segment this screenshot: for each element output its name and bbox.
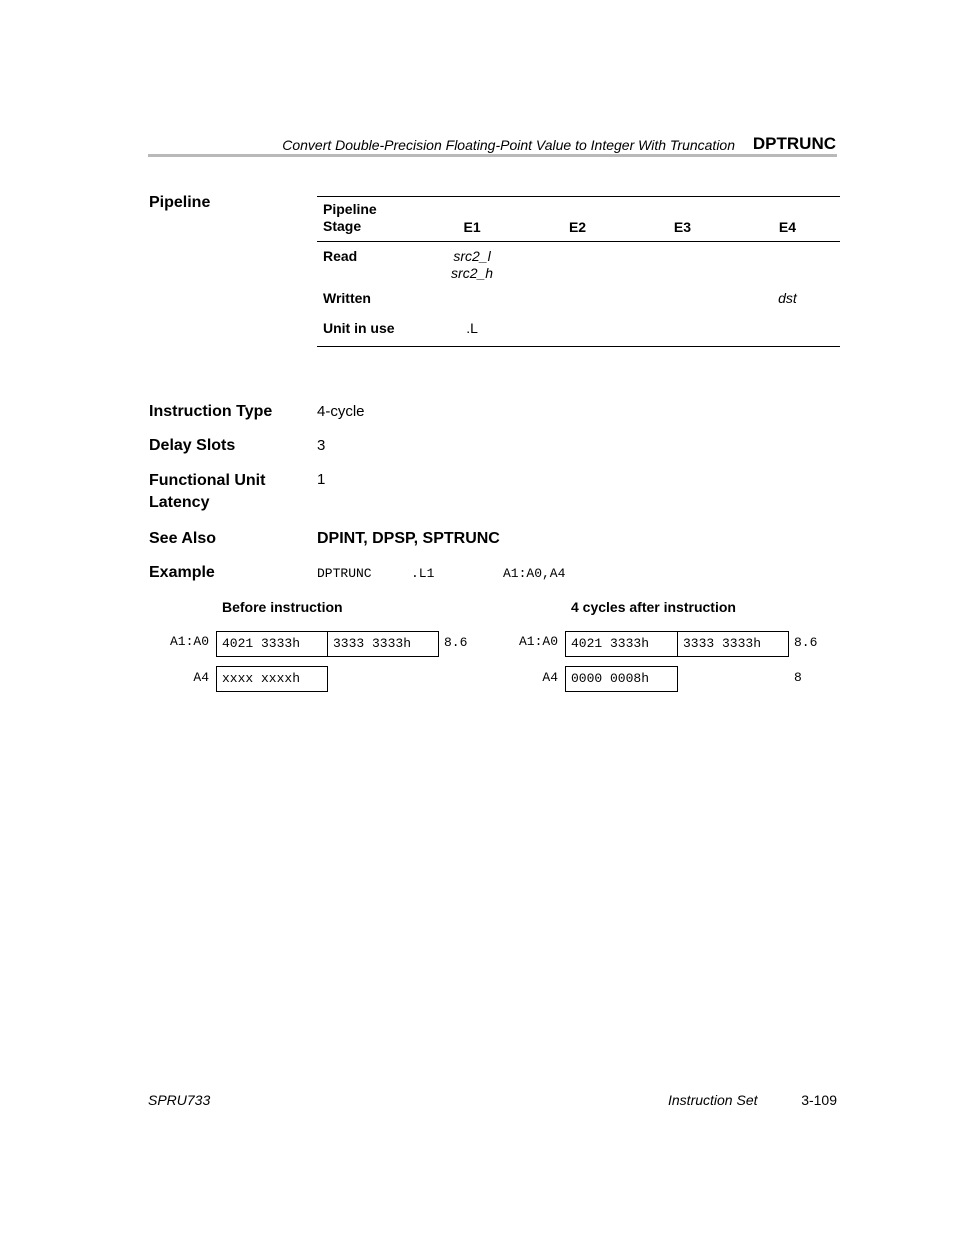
fu-latency-label-line2: Latency: [149, 494, 210, 511]
footer-page-number: 3-109: [801, 1092, 837, 1108]
example-unit: .L1: [411, 566, 435, 581]
before-heading: Before instruction: [222, 599, 343, 615]
after-a1a0-low: 3333 3333h: [677, 631, 789, 657]
functional-unit-latency-label: [149, 470, 265, 514]
unit-e1: .L: [466, 319, 478, 336]
delay-slots-value: 3: [317, 437, 326, 454]
functional-unit-latency-value: 1: [317, 471, 326, 488]
running-header-title: Convert Double-Precision Floating-Point Value to Integer With Truncation: [282, 137, 735, 153]
read-e2: [525, 242, 630, 290]
read-e4: [735, 242, 840, 290]
e4-header: E4: [778, 219, 797, 235]
pipeline-label: Pipeline: [149, 194, 211, 211]
after-a4-note: 8: [794, 670, 802, 685]
before-a1a0-high: 4021 3333h: [216, 631, 328, 657]
running-header-mnemonic: DPTRUNC: [752, 134, 836, 153]
written-e1: [419, 290, 525, 320]
e2-header: E2: [568, 219, 587, 235]
table-row: [317, 242, 840, 290]
written-e3: [630, 290, 735, 320]
pipeline-table: [317, 196, 840, 347]
after-a4-value: 0000 0008h: [565, 666, 678, 692]
unit-e2: [525, 320, 630, 347]
see-also-label: See Also: [149, 530, 216, 547]
instruction-type-label: Instruction Type: [149, 403, 273, 420]
after-a1a0-name: A1:A0: [518, 634, 558, 649]
unit-e4: [735, 320, 840, 347]
before-a4-value: xxxx xxxxh: [216, 666, 328, 692]
after-a1a0-high: 4021 3333h: [565, 631, 678, 657]
row-stage-written: Written: [323, 289, 371, 306]
example-operands: A1:A0,A4: [503, 566, 566, 581]
read-e1-line2: src2_h: [451, 265, 494, 281]
pipeline-stage-header: [317, 197, 419, 242]
instruction-type-value: 4-cycle: [317, 403, 365, 420]
after-heading: 4 cycles after instruction: [571, 599, 736, 615]
delay-slots-label: Delay Slots: [149, 437, 236, 454]
see-also-value: DPINT, DPSP, SPTRUNC: [317, 530, 500, 547]
read-e1-line1: src2_l: [453, 248, 491, 264]
example-mnemonic: DPTRUNC: [317, 566, 372, 581]
after-a4-name: A4: [542, 670, 558, 685]
e3-header: E3: [673, 219, 692, 235]
read-e3: [630, 242, 735, 290]
stage-header-line1: Pipeline: [323, 201, 377, 217]
before-a1a0-low: 3333 3333h: [327, 631, 439, 657]
example-label: Example: [149, 564, 215, 581]
table-row: [317, 290, 840, 320]
header-rule: [148, 154, 837, 157]
row-stage-unit: Unit in use: [323, 319, 395, 336]
before-a4-name: A4: [193, 670, 209, 685]
footer-doc-id: SPRU733: [148, 1092, 211, 1108]
written-e2: [525, 290, 630, 320]
before-a1a0-note: 8.6: [444, 635, 468, 650]
e1-header: E1: [463, 219, 481, 235]
before-a1a0-name: A1:A0: [169, 634, 209, 649]
read-e1: [419, 242, 525, 290]
row-stage-read: Read: [323, 248, 358, 264]
table-row: [317, 320, 840, 347]
stage-header-line2: Stage: [323, 218, 362, 234]
pipeline-header-row: [317, 197, 840, 242]
unit-e3: [630, 320, 735, 347]
fu-latency-label-line1: Functional Unit: [149, 472, 266, 489]
written-e4: dst: [778, 289, 797, 306]
footer-section: Instruction Set: [668, 1092, 758, 1108]
after-a1a0-note: 8.6: [794, 635, 818, 650]
